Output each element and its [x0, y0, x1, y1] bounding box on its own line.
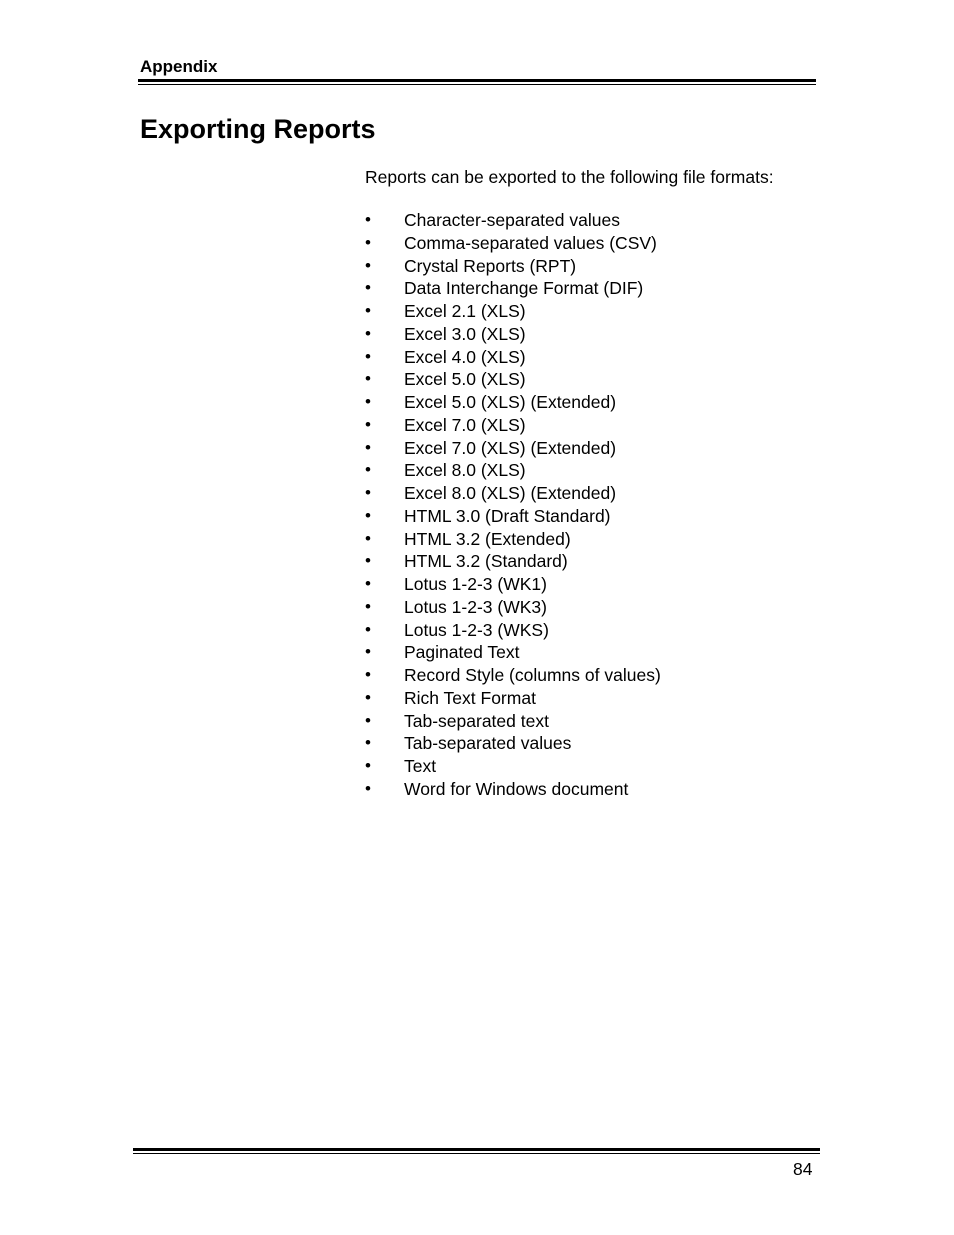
list-item-text: HTML 3.2 (Standard): [404, 551, 568, 572]
bullet-icon: •: [365, 414, 371, 434]
list-item-text: Lotus 1-2-3 (WK1): [404, 574, 547, 594]
header-rule-thin: [138, 84, 816, 85]
bullet-icon: •: [365, 232, 371, 252]
bullet-icon: •: [365, 210, 371, 229]
list-item-text: Excel 5.0 (XLS): [404, 369, 526, 390]
list-item-text: Excel 3.0 (XLS): [404, 323, 526, 344]
list-item-text: Crystal Reports (RPT): [404, 255, 577, 276]
bullet-icon: •: [365, 346, 371, 366]
bullet-icon: •: [365, 437, 371, 457]
list-item-text: Rich Text Format: [404, 687, 536, 708]
bullet-icon: •: [365, 619, 371, 639]
list-item-text: Text: [404, 756, 437, 776]
footer-rule-thin: [133, 1153, 820, 1154]
intro-paragraph: Reports can be exported to the following file formats:: [365, 167, 774, 187]
bullet-icon: •: [365, 733, 371, 753]
list-item-text: Excel 7.0 (XLS): [404, 414, 526, 435]
header-rule-thick: [138, 79, 816, 82]
list-item-text: Excel 2.1 (XLS): [404, 301, 526, 321]
bullet-icon: •: [365, 460, 371, 480]
list-item-text: Tab-separated text: [404, 710, 549, 731]
list-item-text: Tab-separated values: [404, 733, 572, 754]
list-item-text: Excel 8.0 (XLS): [404, 460, 526, 481]
bullet-icon: •: [365, 392, 371, 411]
list-item-text: Lotus 1-2-3 (WKS): [404, 619, 549, 640]
list-item-text: HTML 3.0 (Draft Standard): [404, 505, 611, 526]
bullet-icon: •: [365, 756, 371, 775]
page-number: 84: [793, 1159, 813, 1179]
list-item-text: Comma-separated values (CSV): [404, 232, 657, 253]
list-item-text: Lotus 1-2-3 (WK3): [404, 596, 547, 617]
bullet-icon: •: [365, 687, 371, 707]
bullet-icon: •: [365, 665, 371, 684]
list-item-text: Paginated Text: [404, 642, 520, 663]
section-header: Appendix: [140, 57, 218, 76]
bullet-icon: •: [365, 483, 371, 502]
bullet-icon: •: [365, 528, 371, 548]
list-item-text: Data Interchange Format (DIF): [404, 278, 644, 299]
list-item-text: Character-separated values: [404, 210, 620, 230]
bullet-icon: •: [365, 255, 371, 275]
list-item-text: Word for Windows document: [404, 778, 629, 799]
page-title: Exporting Reports: [140, 114, 376, 144]
bullet-icon: •: [365, 710, 371, 730]
bullet-icon: •: [365, 642, 371, 662]
list-item-text: Excel 7.0 (XLS) (Extended): [404, 437, 617, 458]
bullet-icon: •: [365, 278, 371, 298]
list-item-text: Excel 4.0 (XLS): [404, 346, 526, 367]
bullet-icon: •: [365, 551, 371, 571]
bullet-icon: •: [365, 778, 371, 798]
bullet-icon: •: [365, 323, 371, 343]
list-item-text: HTML 3.2 (Extended): [404, 528, 571, 549]
bullet-icon: •: [365, 505, 371, 525]
list-item-text: Excel 8.0 (XLS) (Extended): [404, 483, 617, 503]
bullet-icon: •: [365, 574, 371, 593]
footer-rule-thick: [133, 1148, 820, 1151]
bullet-icon: •: [365, 596, 371, 616]
bullet-icon: •: [365, 369, 371, 389]
list-item-text: Record Style (columns of values): [404, 665, 661, 685]
bullet-icon: •: [365, 301, 371, 320]
list-item-text: Excel 5.0 (XLS) (Extended): [404, 392, 617, 412]
